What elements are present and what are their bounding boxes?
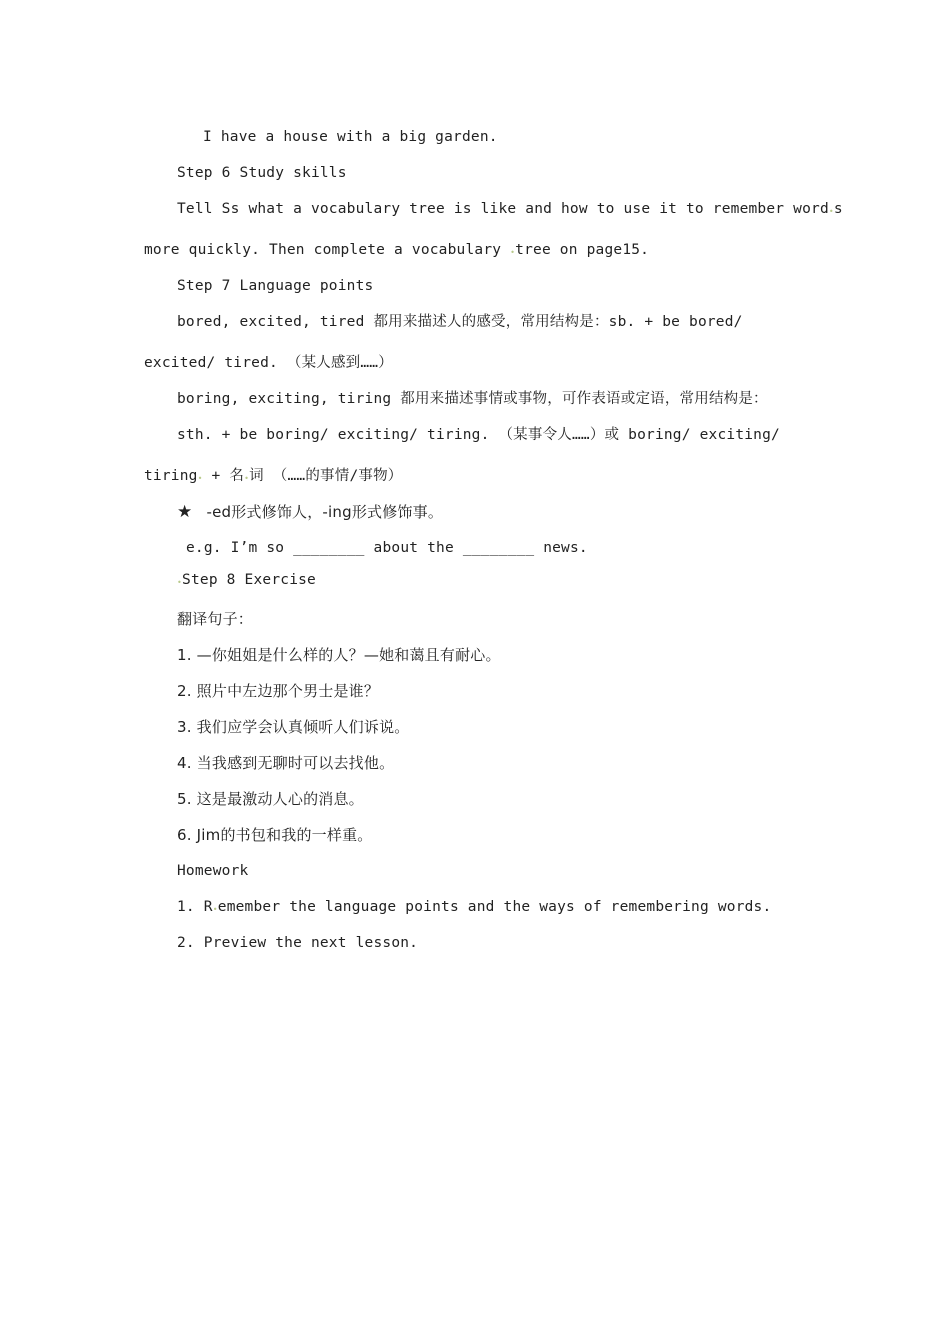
list-item: 3. 我们应学会认真倾听人们诉说。 [177, 718, 410, 736]
text-line: excited/ tired. （某人感到……） [144, 355, 393, 371]
text-line: bored, excited, tired 都用来描述人的感受，常用结构是：sb. + be bored/ [177, 314, 743, 330]
dot-mark: • [244, 474, 250, 483]
list-item: 2. 照片中左边那个男士是谁？ [177, 682, 380, 700]
list-item: 2. Preview the next lesson. [177, 935, 419, 951]
example-line: e.g. I’m so ________ about the ________ news. [186, 540, 588, 556]
text-line: more quickly. Then complete a vocabulary •tree on page15. [144, 242, 650, 258]
text-line: tiring• + 名•词 （……的事情/事物） [144, 468, 403, 484]
text-line: Tell Ss what a vocabulary tree is like and how to use it to remember word•s [177, 201, 843, 217]
section-heading: Step 6 Study skills [177, 165, 347, 181]
list-item: 4. 当我感到无聊时可以去找他。 [177, 754, 395, 772]
text-line: 翻译句子： [177, 610, 254, 628]
section-heading: •Step 8 Exercise [177, 572, 316, 588]
section-heading: Homework [177, 863, 249, 879]
list-item: 1. —你姐姐是什么样的人？—她和蔼且有耐心。 [177, 646, 501, 664]
text-line: ★ -ed形式修饰人，-ing形式修饰事。 [177, 502, 444, 522]
dot-mark: • [177, 578, 183, 587]
text-line: sth. + be boring/ exciting/ tiring. （某事令人……）或 boring/ exciting/ [177, 427, 780, 443]
list-item: 6. Jim的书包和我的一样重。 [177, 826, 373, 844]
dot-mark: • [197, 474, 203, 483]
section-heading: Step 7 Language points [177, 278, 374, 294]
dot-mark: • [510, 248, 516, 257]
list-item: 5. 这是最激动人心的消息。 [177, 790, 364, 808]
list-item: 1. R•emember the language points and the ways of remembering words. [177, 899, 772, 915]
dot-mark: • [212, 905, 218, 914]
dot-mark: • [828, 207, 834, 216]
text-line: boring, exciting, tiring 都用来描述事情或事物，可作表语或定语，常用结构是： [177, 391, 768, 407]
text-line: I have a house with a big garden. [203, 129, 498, 145]
star-icon: ★ [177, 502, 193, 522]
